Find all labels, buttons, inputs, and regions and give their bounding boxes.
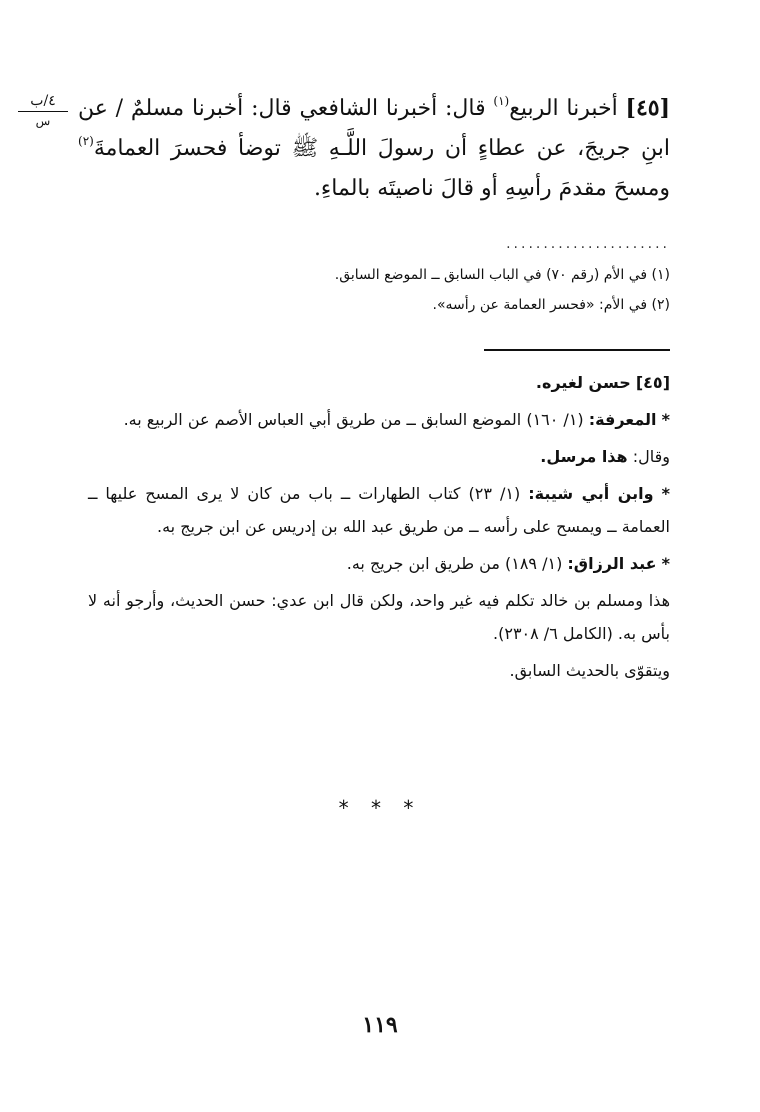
conclusion: ويتقوّى بالحديث السابق. — [509, 661, 670, 680]
commentary-hadith-number: [٤٥] — [635, 373, 670, 392]
footnote-1: (١) في الأم (رقم ٧٠) في الباب السابق ــ الموضع السابق. — [334, 267, 670, 283]
source-entry — [88, 403, 670, 436]
folio-number: ٤/ب — [18, 92, 68, 112]
source-details: (١/ ٢٣) كتاب الطهارات ــ باب من كان لا يرى المسح عليها ــ العمامة ــ ويمسح على رأسه ــ من طريق عبد الله بن إدريس عن ابن جريج به. — [88, 484, 670, 536]
manuscript-folio-note — [18, 92, 68, 130]
source-entry — [88, 477, 670, 543]
commentary-divider — [484, 349, 670, 351]
footnotes — [200, 260, 670, 320]
narrator-note: هذا ومسلم بن خالد تكلم فيه غير واحد، ولكن قال ابن عدي: حسن الحديث، وأرجو أنه لا بأس به. (الكامل ٦/ ٢٣٠٨). — [88, 591, 670, 643]
source-name: المعرفة: — [588, 410, 657, 429]
commentary-heading — [88, 366, 670, 399]
source-remark — [88, 440, 670, 473]
hadith-text — [78, 88, 670, 209]
footnote-ref-1: (١) — [493, 94, 510, 108]
footnote-separator: ...................... — [506, 236, 670, 252]
hadith-number: [٤٥] — [625, 95, 671, 121]
bullet-star: * — [661, 410, 670, 429]
page-number: ١١٩ — [362, 1012, 398, 1038]
bullet-star: * — [661, 554, 670, 573]
remark-prefix: وقال: — [627, 447, 670, 466]
section-end-ornament: * * * — [338, 796, 422, 820]
footnote-2: (٢) في الأم: «فحسر العمامة عن رأسه». — [432, 297, 670, 313]
takhrij-commentary — [88, 366, 670, 691]
hadith-text-part-3: ومسحَ مقدمَ رأسِهِ أو قالَ ناصيتَه بالماءِ. — [313, 176, 670, 201]
source-name: عبد الرزاق: — [567, 554, 657, 573]
footnote-ref-2: (٢) — [78, 134, 94, 148]
grading: حسن لغيره. — [535, 373, 631, 392]
hadith-text-part-2: قال: أخبرنا الشافعي قال: أخبرنا مسلمٌ / عن ابنِ جريجَ، عن عطاءٍ أن رسولَ اللَّـهِ ﷺ توضأ فحسرَ العمامةَ — [78, 96, 670, 161]
hadith-text-part-1: أخبرنا الربيع — [509, 96, 618, 121]
bullet-star: * — [661, 484, 671, 503]
source-name: وابن أبي شيبة: — [528, 484, 654, 503]
remark-verdict: هذا مرسل. — [540, 447, 628, 466]
folio-manuscript-symbol: س — [35, 114, 51, 128]
source-details: (١/ ١٦٠) الموضع السابق ــ من طريق أبي العباس الأصم عن الربيع به. — [123, 410, 589, 429]
source-details: (١/ ١٨٩) من طريق ابن جريج به. — [346, 554, 568, 573]
source-entry — [88, 547, 670, 580]
